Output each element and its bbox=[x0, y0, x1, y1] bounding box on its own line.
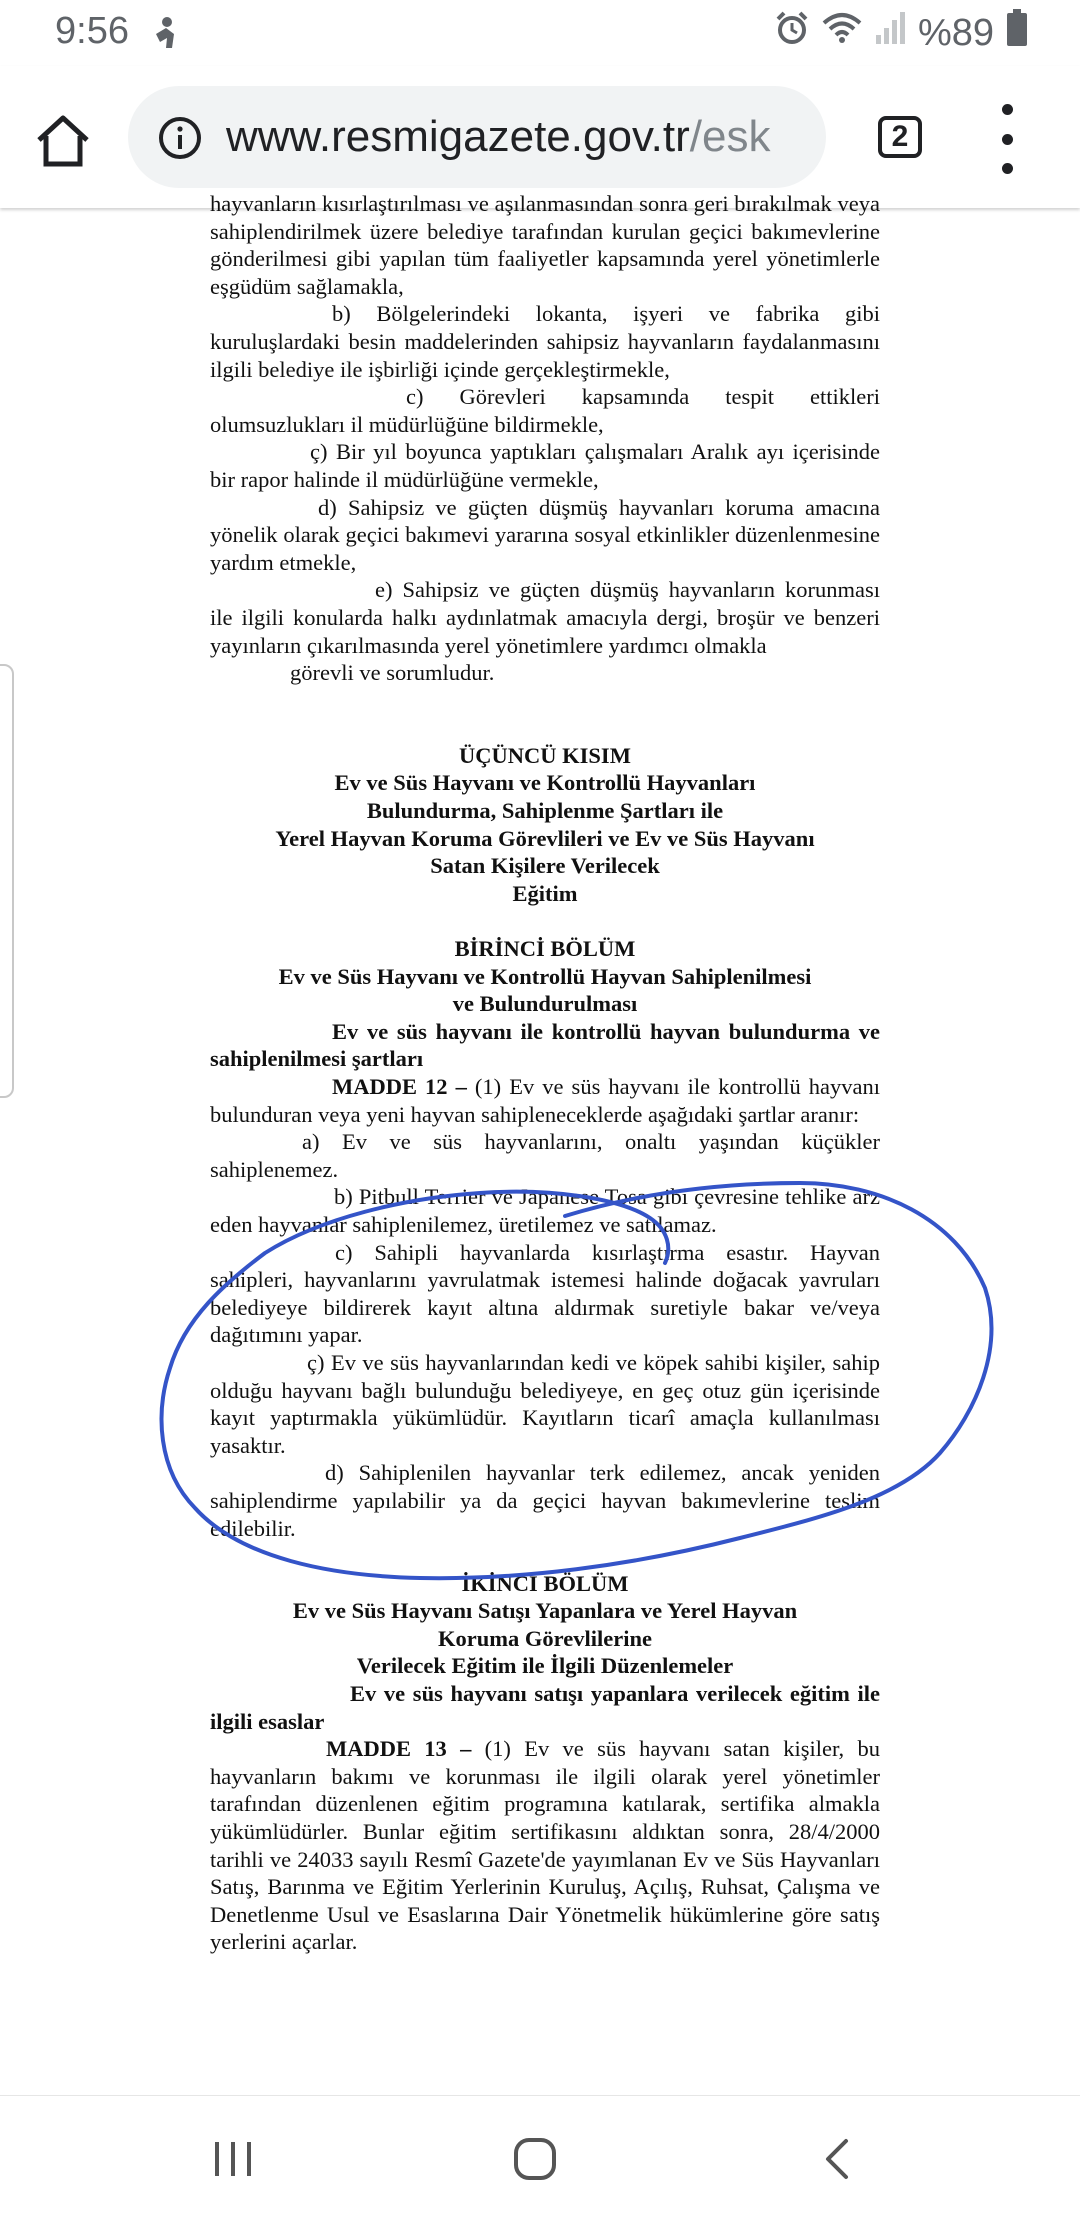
section2-heading-1: İKİNCİ BÖLÜM bbox=[461, 1570, 629, 1596]
madde-13-text: (1) Ev ve süs hayvanı satan kişiler, bu hayvanların bakımı ve korunması ile ilgili olarak yerel yönetimler tarafından düzenlenen eğitim programına katılarak, sertifika almakla yükümlüdürler. Bunlar eğitim sertifikasını aldıktan sonra, 28/4/2000 tarihli ve 24033 sayılı Resmî Gazete'de yayımlanan Ev ve Süs Hayvanları Satış, Barınma ve Eğitim Yerlerinin Kuruluş, Açılış, Ruhsat, Çalışma ve Denetlenme Usul ve Esaslarına Dair Yönetmelik hükümlerine göre satış yerlerini açarlar. bbox=[210, 1736, 880, 1955]
alarm-icon bbox=[774, 10, 810, 56]
section1-heading-1: BİRİNCİ BÖLÜM bbox=[454, 936, 636, 962]
mobile-data-person-icon bbox=[150, 14, 180, 57]
section1-heading-2: Ev ve Süs Hayvanı ve Kontrollü Hayvan Sahiplenilmesi bbox=[278, 963, 812, 989]
section1-subheading: Ev ve süs hayvanı ile kontrollü hayvan bulundurma ve sahiplenilmesi şartları bbox=[210, 1018, 880, 1072]
madde-12-intro-text: (1) Ev ve süs hayvanı ile kontrollü hayvanı bulunduran veya yeni hayvan sahipleneceklerde aşağıdaki şartlar aranır: bbox=[210, 1074, 880, 1127]
part-heading-6: Eğitim bbox=[512, 880, 578, 906]
section1-heading-3: ve Bulundurulması bbox=[452, 991, 638, 1017]
part-heading-2: Ev ve Süs Hayvanı ve Kontrollü Hayvanları bbox=[334, 770, 756, 796]
browser-toolbar bbox=[0, 66, 1080, 208]
status-bar bbox=[0, 0, 1080, 66]
recent-apps-button[interactable] bbox=[198, 2124, 268, 2194]
madde-13-label: MADDE 13 – bbox=[326, 1736, 472, 1762]
gazette-document bbox=[210, 190, 880, 1956]
madde-12-intro bbox=[210, 1073, 880, 1128]
address-bar[interactable] bbox=[128, 86, 826, 188]
madde-12-b: b) Pitbull Terrier ve Japanese Tosa gibi çevresine tehlike arz eden hayvanlar sahiplenilemez, üretilemez ve satılamaz. bbox=[210, 1184, 880, 1237]
tabs-button[interactable] bbox=[878, 116, 922, 158]
home-nav-icon bbox=[512, 2136, 558, 2182]
madde-12-label: MADDE 12 – bbox=[332, 1074, 467, 1099]
back-button[interactable] bbox=[802, 2124, 872, 2194]
url-text[interactable] bbox=[226, 86, 771, 188]
home-button[interactable] bbox=[30, 108, 96, 174]
scroll-handle[interactable] bbox=[0, 664, 14, 1098]
paragraph-d: d) Sahipsiz ve güçten düşmüş hayvanları koruma amacına yönelik olarak geçici bakımevi yararına sosyal etkinlikler düzenlenmesine yardım etmekle, bbox=[210, 494, 880, 575]
part-heading-4: Yerel Hayvan Koruma Görevlileri ve Ev ve Süs Hayvanı bbox=[275, 825, 815, 851]
paragraph-closing: görevli ve sorumludur. bbox=[290, 660, 495, 686]
url-host: www.resmigazete.gov.tr bbox=[226, 112, 690, 161]
home-icon bbox=[35, 114, 91, 168]
wifi-icon bbox=[822, 11, 862, 55]
paragraph-c: c) Görevleri kapsamında tespit ettikleri olumsuzlukları il müdürlüğüne bildirmekle, bbox=[210, 384, 880, 437]
madde-13 bbox=[210, 1735, 880, 1956]
url-path: /esk bbox=[689, 112, 771, 161]
paragraph-c-cedilla: ç) Bir yıl boyunca yaptıkları çalışmaları Aralık ayı içerisinde bir rapor halinde il müdürlüğüne vermekle, bbox=[210, 439, 880, 492]
home-nav-button[interactable] bbox=[500, 2124, 570, 2194]
part-heading-5: Satan Kişilere Verilecek bbox=[430, 853, 660, 879]
battery-percentage: %89 bbox=[917, 11, 994, 54]
section2-heading-2: Ev ve Süs Hayvanı Satışı Yapanlara ve Yerel Hayvan bbox=[292, 1598, 798, 1624]
tab-count: 2 bbox=[891, 120, 909, 153]
part-heading-3: Bulundurma, Sahiplenme Şartları ile bbox=[366, 798, 724, 824]
madde-12-d: d) Sahiplenilen hayvanlar terk edilemez, ancak yeniden sahiplendirme yapılabilir ya da geçici hayvan bakımevlerine teslim edilebilir. bbox=[210, 1460, 880, 1541]
info-icon[interactable] bbox=[158, 116, 202, 160]
paragraph-b: b) Bölgelerindeki lokanta, işyeri ve fabrika gibi kuruluşlardaki besin maddelerinden sahipsiz hayvanların faydalanmasını ilgili belediye ile işbirliği içinde gerçekleştirmekle, bbox=[210, 301, 880, 382]
menu-icon[interactable] bbox=[992, 104, 1022, 174]
back-icon bbox=[822, 2137, 852, 2181]
section2-heading-3: Koruma Görevlilerine bbox=[438, 1625, 652, 1651]
recent-apps-icon bbox=[211, 2140, 255, 2178]
status-time: 9:56 bbox=[55, 10, 129, 52]
paragraph-e: e) Sahipsiz ve güçten düşmüş hayvanların korunması ile ilgili konularda halkı aydınlatmak amacıyla dergi, broşür ve benzeri yayınların çıkarılmasında yerel yönetimlere yardımcı olmakla bbox=[210, 577, 880, 658]
madde-12-c-cedilla: ç) Ev ve süs hayvanlarından kedi ve köpek sahibi kişiler, sahip olduğu hayvanı bağlı bulunduğu belediyeye, en geç otuz gün içerisinde kayıt yaptırmakla yükümlüdür. Kayıtların ticarî amaçla kullanılması yasaktır. bbox=[210, 1349, 880, 1458]
madde-12-a: a) Ev ve süs hayvanlarını, onaltı yaşından küçükler sahiplenemez. bbox=[210, 1129, 880, 1182]
part-heading-1: ÜÇÜNCÜ KISIM bbox=[459, 742, 631, 768]
paragraph-a-continued: hayvanların kısırlaştırılması ve aşılanmasından sonra geri bırakılmak veya sahiplendirilmek üzere belediye tarafından kurulan geçici bakımevlerine gönderilmesi gibi yapılan tüm faaliyetler kapsamında yerel yönetimlerle eşgüdüm sağlamakla, bbox=[210, 191, 880, 299]
battery-icon bbox=[1006, 9, 1028, 57]
status-icons bbox=[774, 10, 1028, 56]
madde-12-c: c) Sahipli hayvanlarda kısırlaştırma esastır. Hayvan sahipleri, hayvanlarını yavrulatmak istemesi halinde doğacak yavruları belediyeye bildirerek kayıt altına aldırmak suretiyle bakar ve/veya dağıtımını yapar. bbox=[210, 1239, 880, 1348]
section2-subheading: Ev ve süs hayvanı satışı yapanlara verilecek eğitim ile ilgili esaslar bbox=[210, 1681, 880, 1734]
page-content[interactable] bbox=[0, 191, 1080, 2095]
system-nav-bar bbox=[0, 2095, 1080, 2221]
signal-icon bbox=[874, 11, 906, 55]
section2-heading-4: Verilecek Eğitim ile İlgili Düzenlemeler bbox=[356, 1653, 734, 1679]
